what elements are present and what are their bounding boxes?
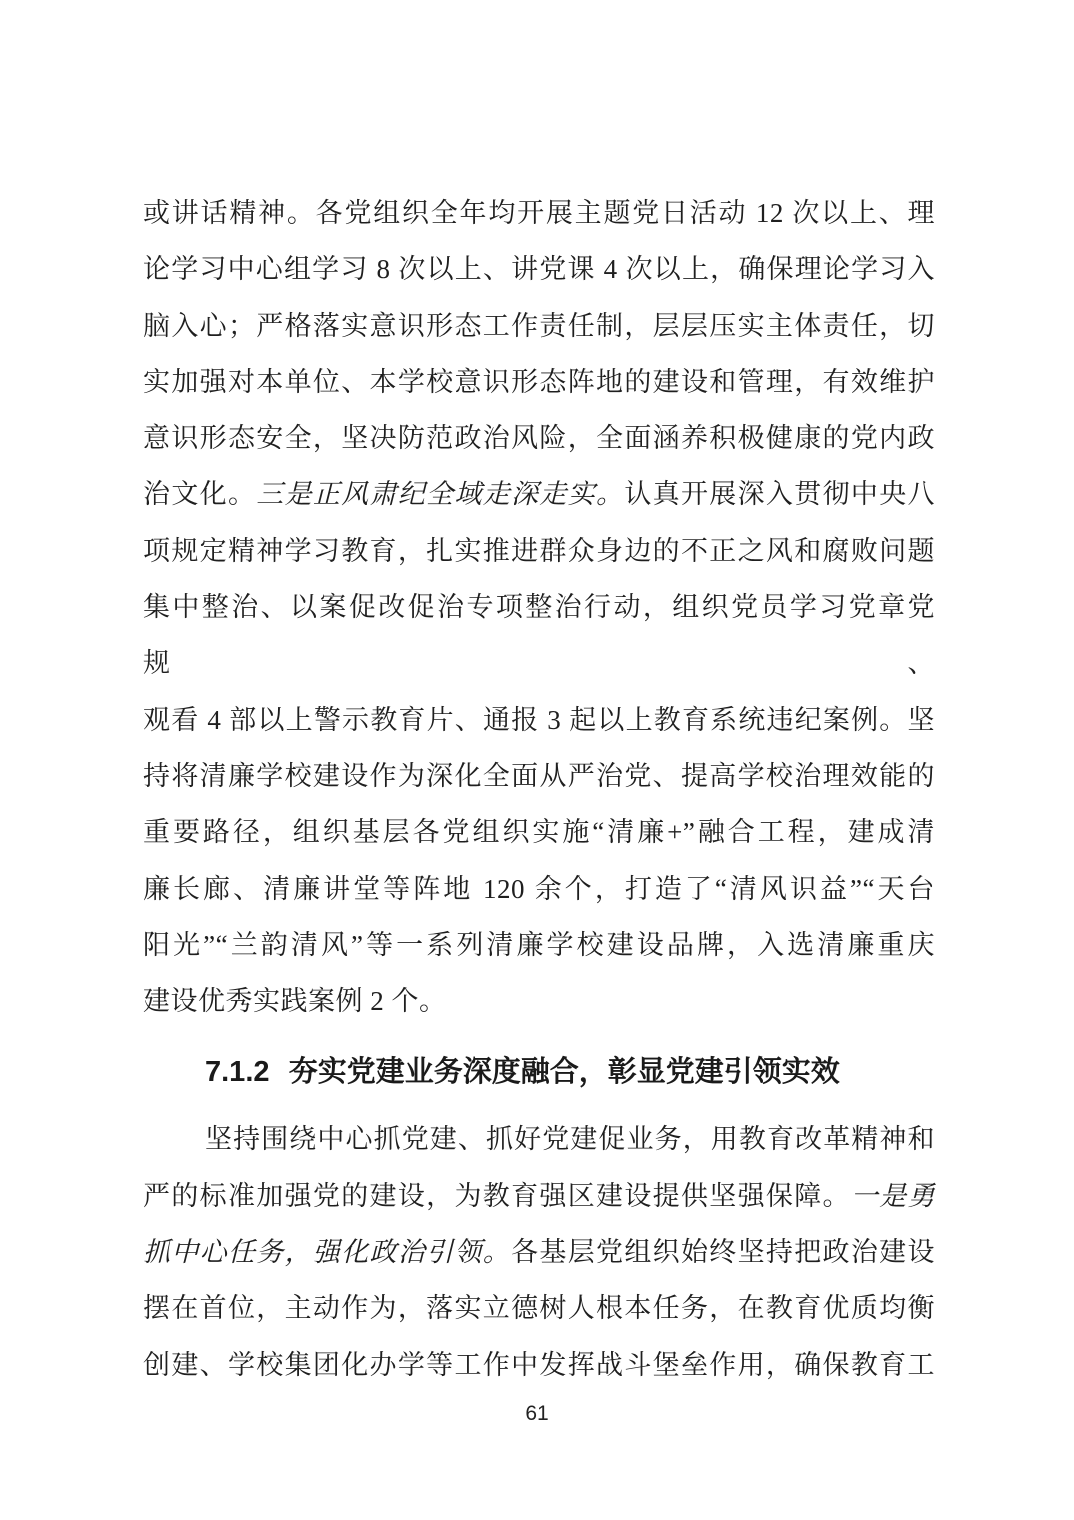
body-text: 项规定精神学习教育，扎实推进群众身边的不正之风和腐败问题 bbox=[143, 535, 935, 566]
body-text: 坚持围绕中心抓党建、抓好党建促业务，用教育改革精神和 bbox=[205, 1124, 935, 1155]
body-text: 集中整治、以案促改促治专项整治行动，组织党员学习党章党规、 bbox=[143, 592, 935, 679]
text-line bbox=[143, 973, 935, 1029]
text-line bbox=[143, 1111, 935, 1167]
body-text: 各基层党组织始终坚持把政治建设 bbox=[511, 1237, 936, 1268]
text-line bbox=[143, 748, 935, 804]
text-line bbox=[143, 917, 935, 973]
section-heading bbox=[205, 1044, 935, 1100]
body-text: 观看 4 部以上警示教育片、通报 3 起以上教育系统违纪案例。坚 bbox=[143, 704, 935, 735]
section-heading-text: 夯实党建业务深度融合，彰显党建引领实效 bbox=[288, 1056, 840, 1089]
text-line bbox=[143, 1224, 935, 1280]
body-text: 脑入心；严格落实意识形态工作责任制，层层压实主体责任，切 bbox=[143, 310, 935, 341]
body-text: 摆在首位，主动作为，落实立德树人根本任务，在教育优质均衡 bbox=[143, 1293, 935, 1324]
body-text: 建设优秀实践案例 2 个。 bbox=[143, 986, 447, 1017]
body-text: 持将清廉学校建设作为深化全面从严治党、提高学校治理效能的 bbox=[143, 760, 935, 791]
paragraph-2 bbox=[143, 1111, 935, 1392]
body-text: 创建、学校集团化办学等工作中发挥战斗堡垒作用，确保教育工 bbox=[143, 1349, 935, 1380]
emphasis-text: 一是勇 bbox=[850, 1180, 936, 1211]
emphasis-text: 抓中心任务，强化政治引领。 bbox=[143, 1237, 512, 1268]
text-line bbox=[143, 185, 935, 241]
body-text: 严的标准加强党的建设，为教育强区建设提供坚强保障。 bbox=[143, 1180, 851, 1211]
section-number: 7.1.2 bbox=[205, 1056, 270, 1089]
text-line bbox=[143, 354, 935, 410]
text-line bbox=[143, 466, 935, 522]
body-text: 意识形态安全，坚决防范政治风险，全面涵养积极健康的党内政 bbox=[143, 423, 935, 454]
body-text: 阳光”“兰韵清风”等一系列清廉学校建设品牌，入选清廉重庆 bbox=[143, 929, 935, 960]
body-text: 治文化。 bbox=[143, 479, 257, 510]
body-text: 实加强对本单位、本学校意识形态阵地的建设和管理，有效维护 bbox=[143, 366, 935, 397]
text-line bbox=[143, 1280, 935, 1336]
text-line bbox=[143, 861, 935, 917]
text-line bbox=[143, 410, 935, 466]
text-line bbox=[143, 241, 935, 297]
text-line bbox=[143, 579, 935, 692]
body-text: 重要路径，组织基层各党组织实施“清廉+”融合工程，建成清 bbox=[143, 817, 935, 848]
paragraph-1 bbox=[143, 185, 935, 1029]
emphasis-text: 三是正风肃纪全域走深走实。 bbox=[256, 479, 625, 510]
body-text: 认真开展深入贯彻中央八 bbox=[624, 479, 936, 510]
body-text: 或讲话精神。各党组织全年均开展主题党日活动 12 次以上、理 bbox=[143, 198, 935, 228]
text-line bbox=[143, 804, 935, 860]
text-line bbox=[143, 1337, 935, 1393]
body-text: 论学习中心组学习 8 次以上、讲党课 4 次以上，确保理论学习入 bbox=[143, 254, 935, 285]
text-line bbox=[143, 298, 935, 354]
body-text: 廉长廊、清廉讲堂等阵地 120 余个，打造了“清风识益”“天台 bbox=[143, 873, 935, 904]
text-line bbox=[143, 1168, 935, 1224]
page-content bbox=[143, 185, 935, 1393]
page-number: 61 bbox=[525, 1402, 549, 1425]
text-line bbox=[143, 692, 935, 748]
text-line bbox=[143, 523, 935, 579]
